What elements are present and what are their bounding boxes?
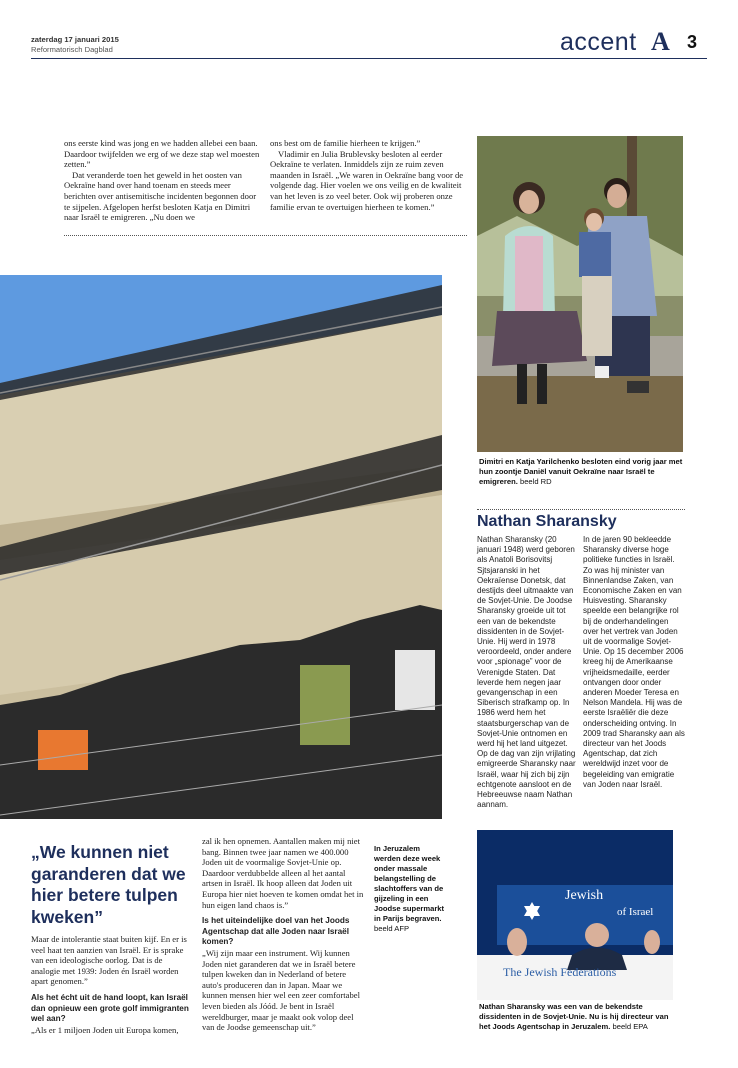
paragraph: „Als er 1 miljoen Joden uit Europa komen,: [31, 1024, 179, 1035]
interview-question: Is het uiteindelijke doel van het Joods Agentschap dat alle Joden naar Israël komen?: [202, 916, 350, 947]
paragraph: ons eerste kind was jong en we hadden allebei een baan. Daardoor twijfelden we erg of we deze stap wel moesten zetten.”: [64, 138, 260, 170]
paragraph: Maar de intolerantie staat buiten kijf. En er is veel haat ten aanzien van Israël. Er is sprake van een ideologische oorlog. Dat is de analogie met 1939: Joden én Israël worden apart genomen.”: [31, 934, 187, 987]
family-photo: [477, 136, 683, 452]
family-photo-caption: Dimitri en Katja Yarilchenko besloten eind vorig jaar met hun zoontje Daniël vanuit Oekraïne naar Israël te emigreren. beeld RD: [479, 457, 683, 486]
paragraph: In de jaren 90 bekleedde Sharansky diverse hoge politieke functies in Israël. Zo was hij minister van Binnenlandse Zaken, van Economische Zaken en van Huisvesting. Sharansky speelde een belangrijke rol bij de onderhandelingen over het vertrek van Joden uit de voormalige Sovjet-Unie. Op 15 december 2006 kreeg hij de Amerikaanse vrijheidsmedaille, eerder ontvangen door onder anderen Moeder Teresa en Nelson Mandela. Hij was de eerste Israëliër die deze onderscheiding ontving. In 2009 trad Sharansky aan als directeur van het Joods Agentschap, dat zich wereldwijd inzet voor de begeleiding van emigratie van Joden naar Israël.: [583, 535, 685, 789]
page-number: 3: [687, 32, 698, 52]
section-name: accent: [560, 28, 637, 56]
sign-text: Jewish: [565, 888, 604, 903]
crowd-photo: [0, 275, 442, 819]
sign-text-2: of Israel: [617, 906, 654, 918]
dotted-divider: [64, 235, 467, 236]
sidebar-column-1: [477, 535, 578, 810]
issue-date: zaterdag 17 januari 2015: [31, 35, 119, 44]
paragraph: Vladimir en Julia Brublevsky besloten al eerder Oekraïne te verlaten. Inmiddels zijn ze ruim zeven maanden in Israël. „We waren in Oekraïne bang voor de volgende dag. Hier voelen we ons veilig en de kwaliteit van het leven is zo veel beter. Ook wij proberen onze familie ervan te overtuigen hierheen te komen.”: [270, 148, 464, 212]
paragraph: ons best om de familie hierheen te krijgen.”: [270, 138, 421, 148]
pull-quote: „We kunnen niet garanderen dat we hier betere tulpen kweken”: [31, 842, 186, 927]
paragraph: Dat veranderde toen het geweld in het oosten van Oekraïne hand over hand toenam en steeds meer berichten over antisemitische incidenten begonnen door te sijpelen. Afgelopen herfst besloten Katja en Dimitri naar Israël te emigreren. „Nu doen we: [64, 169, 257, 223]
paragraph: Nathan Sharansky (20 januari 1948) werd geboren als Anatoli Borisovitsj Sjtsjaranski in het Oekraïense Donetsk, dat destijds deel uitmaakte van de Sovjet-Unie. De Joodse Sharansky groeide uit tot een van de bekendste dissidenten in de Sovjet-Unie. Hij werd in 1978 veroordeeld, onder andere voor „spionage” voor de Verenigde Staten. Dat leverde hem negen jaar gevangenschap in een Siberisch strafkamp op. In 1986 werd hem het staatsburgerschap van de Sovjet-Unie ontnomen en werd hij het land uitgezet. Op de dag van zijn vrijlating emigreerde Sharansky naar Israël, waar hij zich bij zijn echtgenote aansloot en de Hebreeuwse naam Nathan aannam.: [477, 535, 576, 810]
interview-column-2: [202, 836, 367, 1033]
top-column-2: [270, 138, 467, 212]
crowd-photo-caption: In Jeruzalem werden deze week onder massale belangstelling de slachtoffers van de gijzeling in een Joodse supermarkt in Parijs begraven. beeld AFP: [374, 844, 445, 933]
sidebar-column-2: [583, 535, 685, 790]
header-rule: [31, 58, 707, 59]
crowd-photo-illustration: [0, 275, 442, 819]
publication-name: Reformatorisch Dagblad: [31, 45, 113, 54]
sharansky-photo: [477, 830, 673, 1000]
paragraph: „Wij zijn maar een instrument. Wij kunnen Joden niet garanderen dat we in Israël betere tulpen kweken dan in Nederland of betere auto's produceren dan in Japan. Maar we kunnen mensen hier wel een zeer comfortabel leven bieden als Jóód. Je bent in Israël wereldburger, maar je maakt ook volop deel van de Joodse gemeenschap uit.”: [202, 947, 360, 1033]
sharansky-photo-caption: Nathan Sharansky was een van de bekendste dissidenten in de Sovjet-Unie. Nu is hij directeur van het Joods Agentschap in Jeruzalem. beeld EPA: [479, 1002, 669, 1031]
paragraph: zal ik hen opnemen. Aantallen maken mij niet bang. Binnen twee jaar namen we 400.000 Joden uit de voormalige Sovjet-Unie op. Daardoor verdubbelde alleen al het aantal artsen in Israël. Ik hoop alleen dat Joden uit Europa hier niet hoeven te komen omdat het in hun eigen land chaos is.”: [202, 836, 364, 910]
sidebar-title: Nathan Sharansky: [477, 513, 617, 530]
top-column-1: [64, 138, 261, 223]
interview-column-1: [31, 934, 193, 1035]
podium-text: The Jewish Federations: [503, 965, 617, 979]
sidebar-divider: [477, 509, 685, 510]
family-photo-illustration: [477, 136, 683, 452]
section-logo: A: [651, 27, 670, 56]
interview-question: Als het écht uit de hand loopt, kan Israël dan opnieuw een grote golf immigranten wel aan?: [31, 992, 189, 1024]
